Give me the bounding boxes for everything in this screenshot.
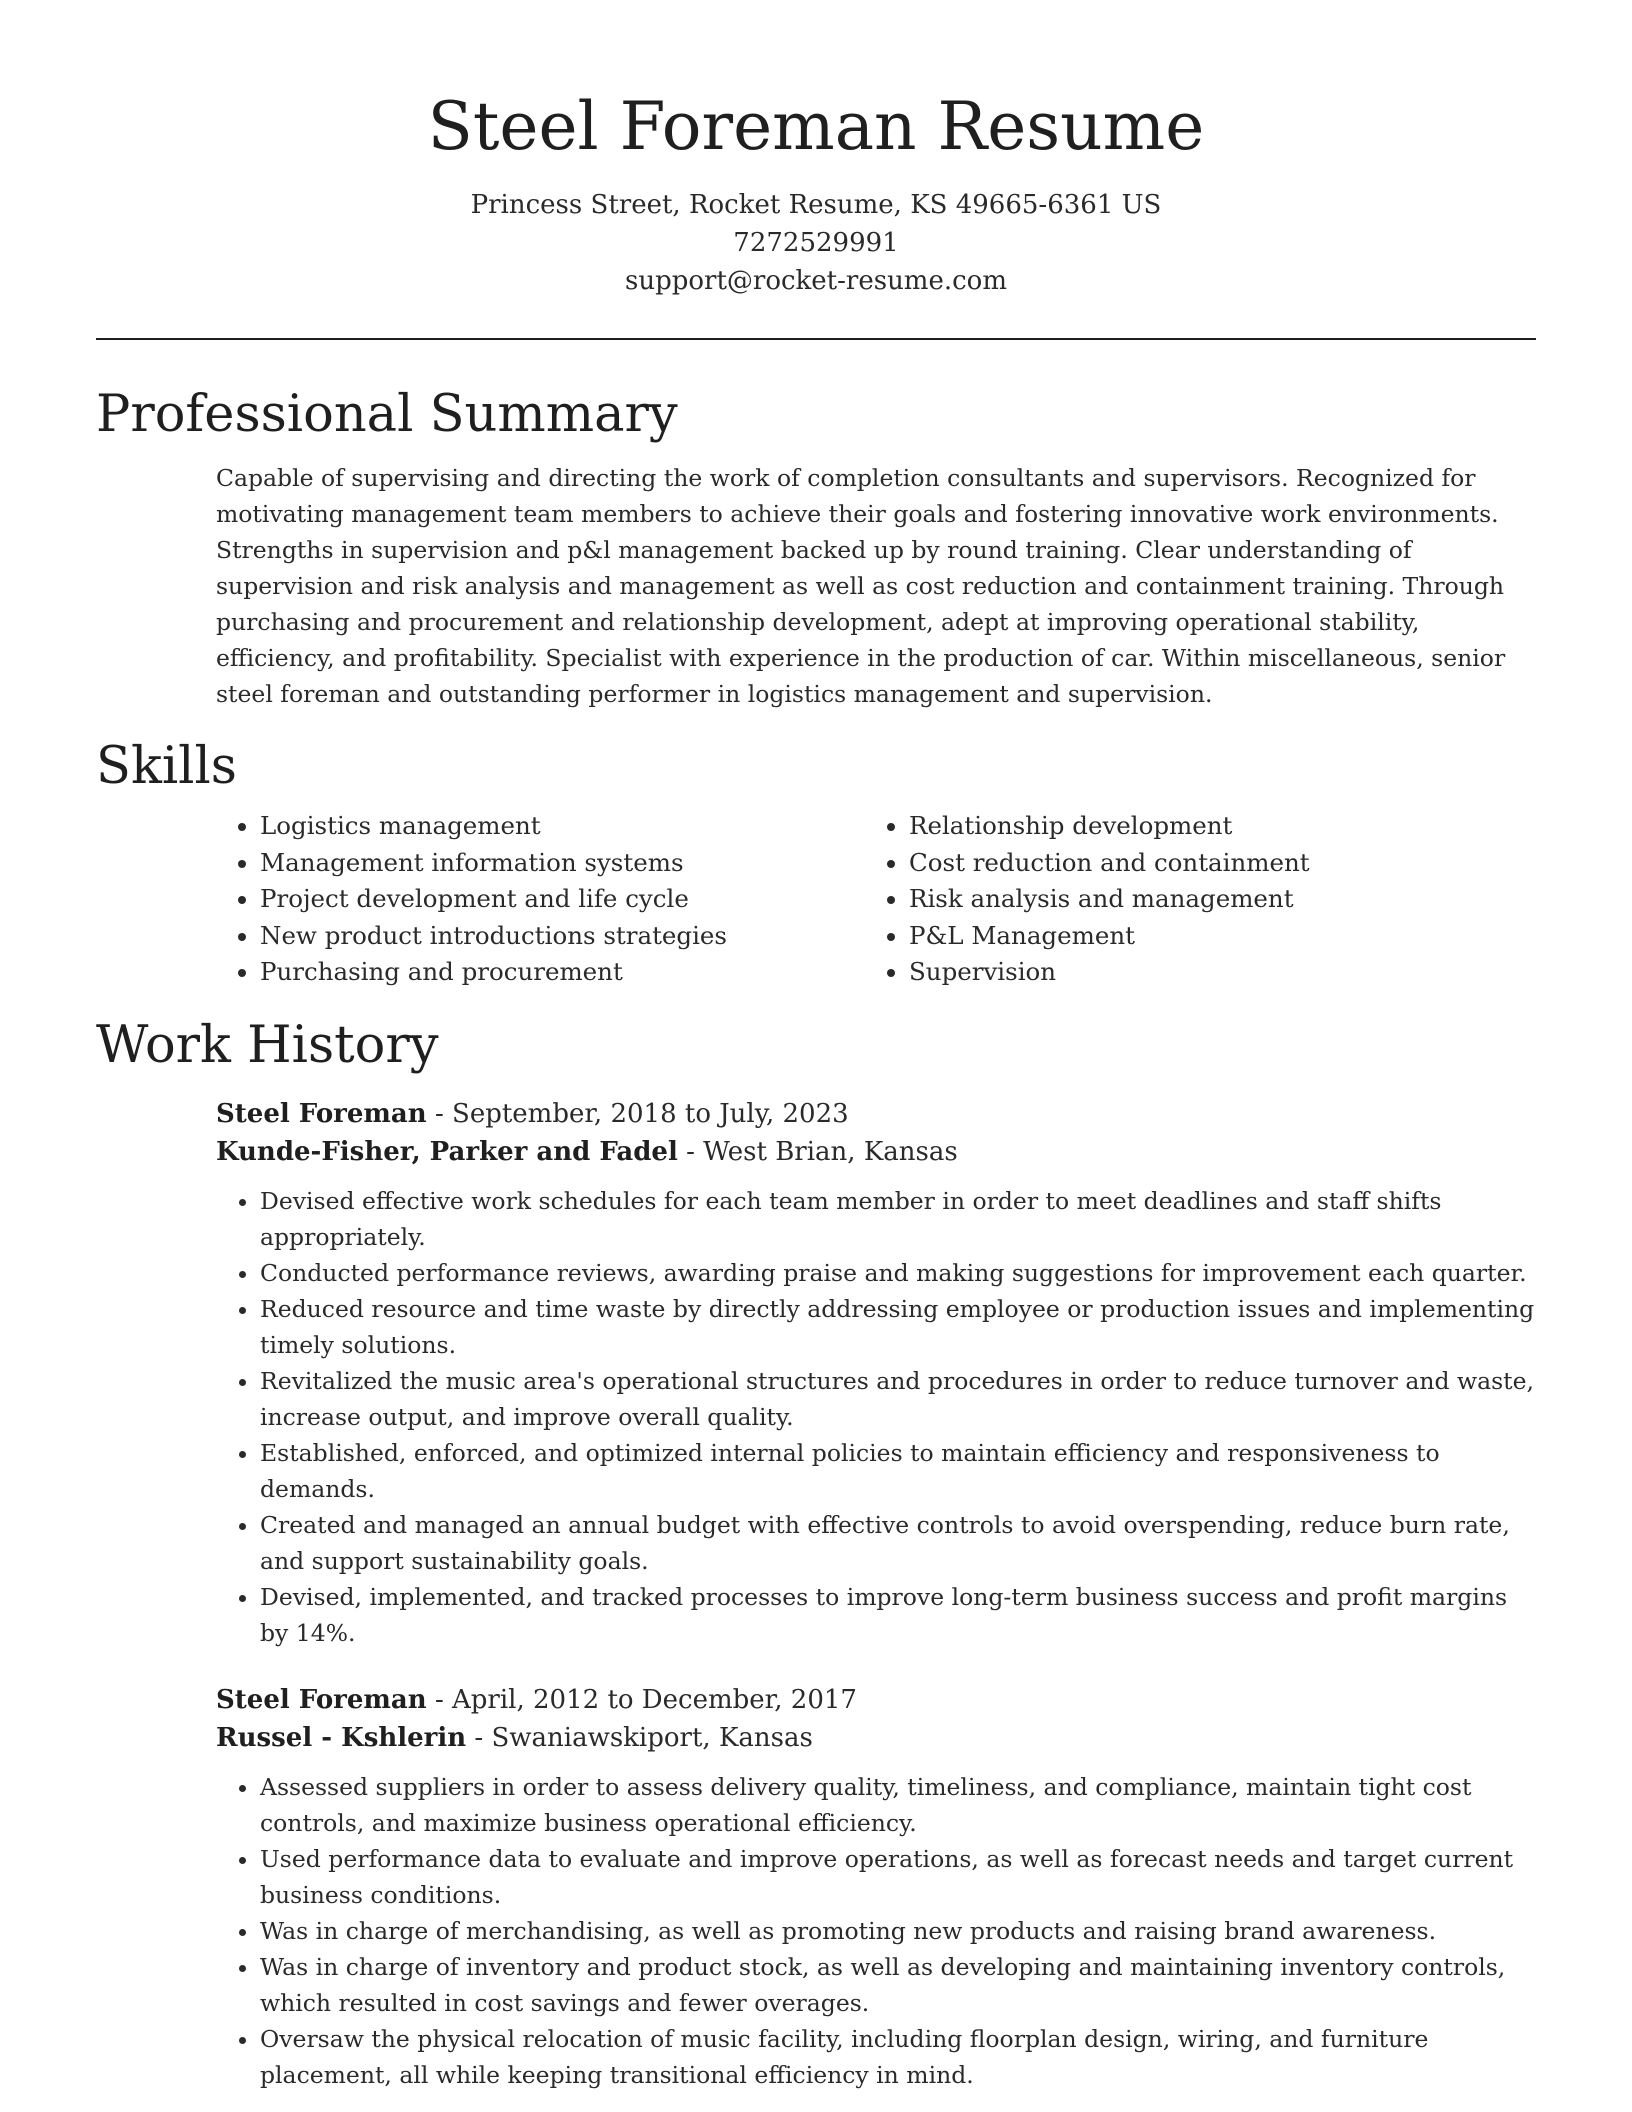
job-bullet: • Created and managed an annual budget with effective controls to avoid overspending, reduce burn rate, and support sustainability goals. xyxy=(260,1507,1536,1579)
skill-item: • Management information systems xyxy=(260,845,865,882)
job-bullet: • Devised, implemented, and tracked processes to improve long-term business success and profit margins by 14%. xyxy=(260,1579,1536,1651)
job-title: Steel Foreman xyxy=(216,1684,427,1715)
skills-column-right xyxy=(865,808,1514,991)
skill-item: • Cost reduction and containment xyxy=(909,845,1514,882)
job-title-line xyxy=(216,1681,1536,1719)
skill-item: • P&L Management xyxy=(909,918,1514,955)
summary-heading: Professional Summary xyxy=(96,385,678,444)
job-bullet: • Used performance data to evaluate and improve operations, as well as forecast needs and target current business conditions. xyxy=(260,1841,1536,1913)
job-entry xyxy=(216,1095,1536,1651)
contact-email: support@rocket-resume.com xyxy=(624,266,1007,296)
work-history-heading: Work History xyxy=(96,1015,439,1075)
resume-header xyxy=(96,0,1536,300)
skill-item: • Relationship development xyxy=(909,808,1514,845)
job-bullet: • Oversaw the physical relocation of music facility, including floorplan design, wiring, and furniture placement, all while keeping transitional efficiency in mind. xyxy=(260,2021,1536,2093)
skill-item: • Supervision xyxy=(909,954,1514,991)
job-bullet: • Devised effective work schedules for each team member in order to meet deadlines and staff shifts appropriately. xyxy=(260,1183,1536,1255)
job-company-line xyxy=(216,1719,1536,1757)
job-bullet: • Was in charge of merchandising, as well as promoting new products and raising brand awareness. xyxy=(260,1913,1536,1949)
job-title: Steel Foreman xyxy=(216,1098,427,1129)
job-location: - Swaniawskiport, Kansas xyxy=(466,1722,813,1753)
job-company: Kunde-Fisher, Parker and Fadel xyxy=(216,1136,678,1167)
skill-item: • Risk analysis and management xyxy=(909,881,1514,918)
resume-page xyxy=(96,0,1536,2093)
job-bullet: • Conducted performance reviews, awarding praise and making suggestions for improvement each quarter. xyxy=(260,1255,1536,1291)
header-divider xyxy=(96,338,1536,340)
job-dates: - September, 2018 to July, 2023 xyxy=(426,1098,849,1129)
skill-item: • Purchasing and procurement xyxy=(260,954,865,991)
skill-item: • New product introductions strategies xyxy=(260,918,865,955)
contact-address: Princess Street, Rocket Resume, KS 49665-6361 US xyxy=(470,190,1162,220)
skills-column-left xyxy=(216,808,865,991)
summary-text: Capable of supervising and directing the work of completion consultants and supervisors. Recognized for motivating management team members to achieve their goals and fostering innovative work environments. Strengths in supervision and p&l management backed up by round training. Clear understanding of supervision and risk analysis and management as well as cost reduction and containment training. Through purchasing and procurement and relationship development, adept at improving operational stability, efficiency, and profitability. Specialist with experience in the production of car. Within miscellaneous, senior steel foreman and outstanding performer in logistics management and supervision. xyxy=(216,464,1506,708)
job-bullet: • Was in charge of inventory and product stock, as well as developing and maintaining inventory controls, which resulted in cost savings and fewer overages. xyxy=(260,1949,1536,2021)
contact-phone: 7272529991 xyxy=(733,228,899,258)
job-company: Russel - Kshlerin xyxy=(216,1722,467,1753)
job-company-line xyxy=(216,1133,1536,1171)
job-bullet: • Established, enforced, and optimized internal policies to maintain efficiency and responsiveness to demands. xyxy=(260,1435,1536,1507)
contact-info xyxy=(96,186,1536,300)
job-bullets xyxy=(216,1183,1536,1651)
skills-heading: Skills xyxy=(96,737,237,796)
job-dates: - April, 2012 to December, 2017 xyxy=(426,1684,857,1715)
resume-title: Steel Foreman Resume xyxy=(427,88,1205,165)
job-bullets xyxy=(216,1769,1536,2093)
job-bullet: • Revitalized the music area's operational structures and procedures in order to reduce turnover and waste, increase output, and improve overall quality. xyxy=(260,1363,1536,1435)
skill-item: • Project development and life cycle xyxy=(260,881,865,918)
skills-list xyxy=(216,808,1536,991)
job-bullet: • Assessed suppliers in order to assess delivery quality, timeliness, and compliance, maintain tight cost controls, and maximize business operational efficiency. xyxy=(260,1769,1536,1841)
skill-item: • Logistics management xyxy=(260,808,865,845)
job-title-line xyxy=(216,1095,1536,1133)
job-location: - West Brian, Kansas xyxy=(677,1136,958,1167)
job-bullet: • Reduced resource and time waste by directly addressing employee or production issues and implementing timely solutions. xyxy=(260,1291,1536,1363)
job-entry xyxy=(216,1681,1536,2093)
